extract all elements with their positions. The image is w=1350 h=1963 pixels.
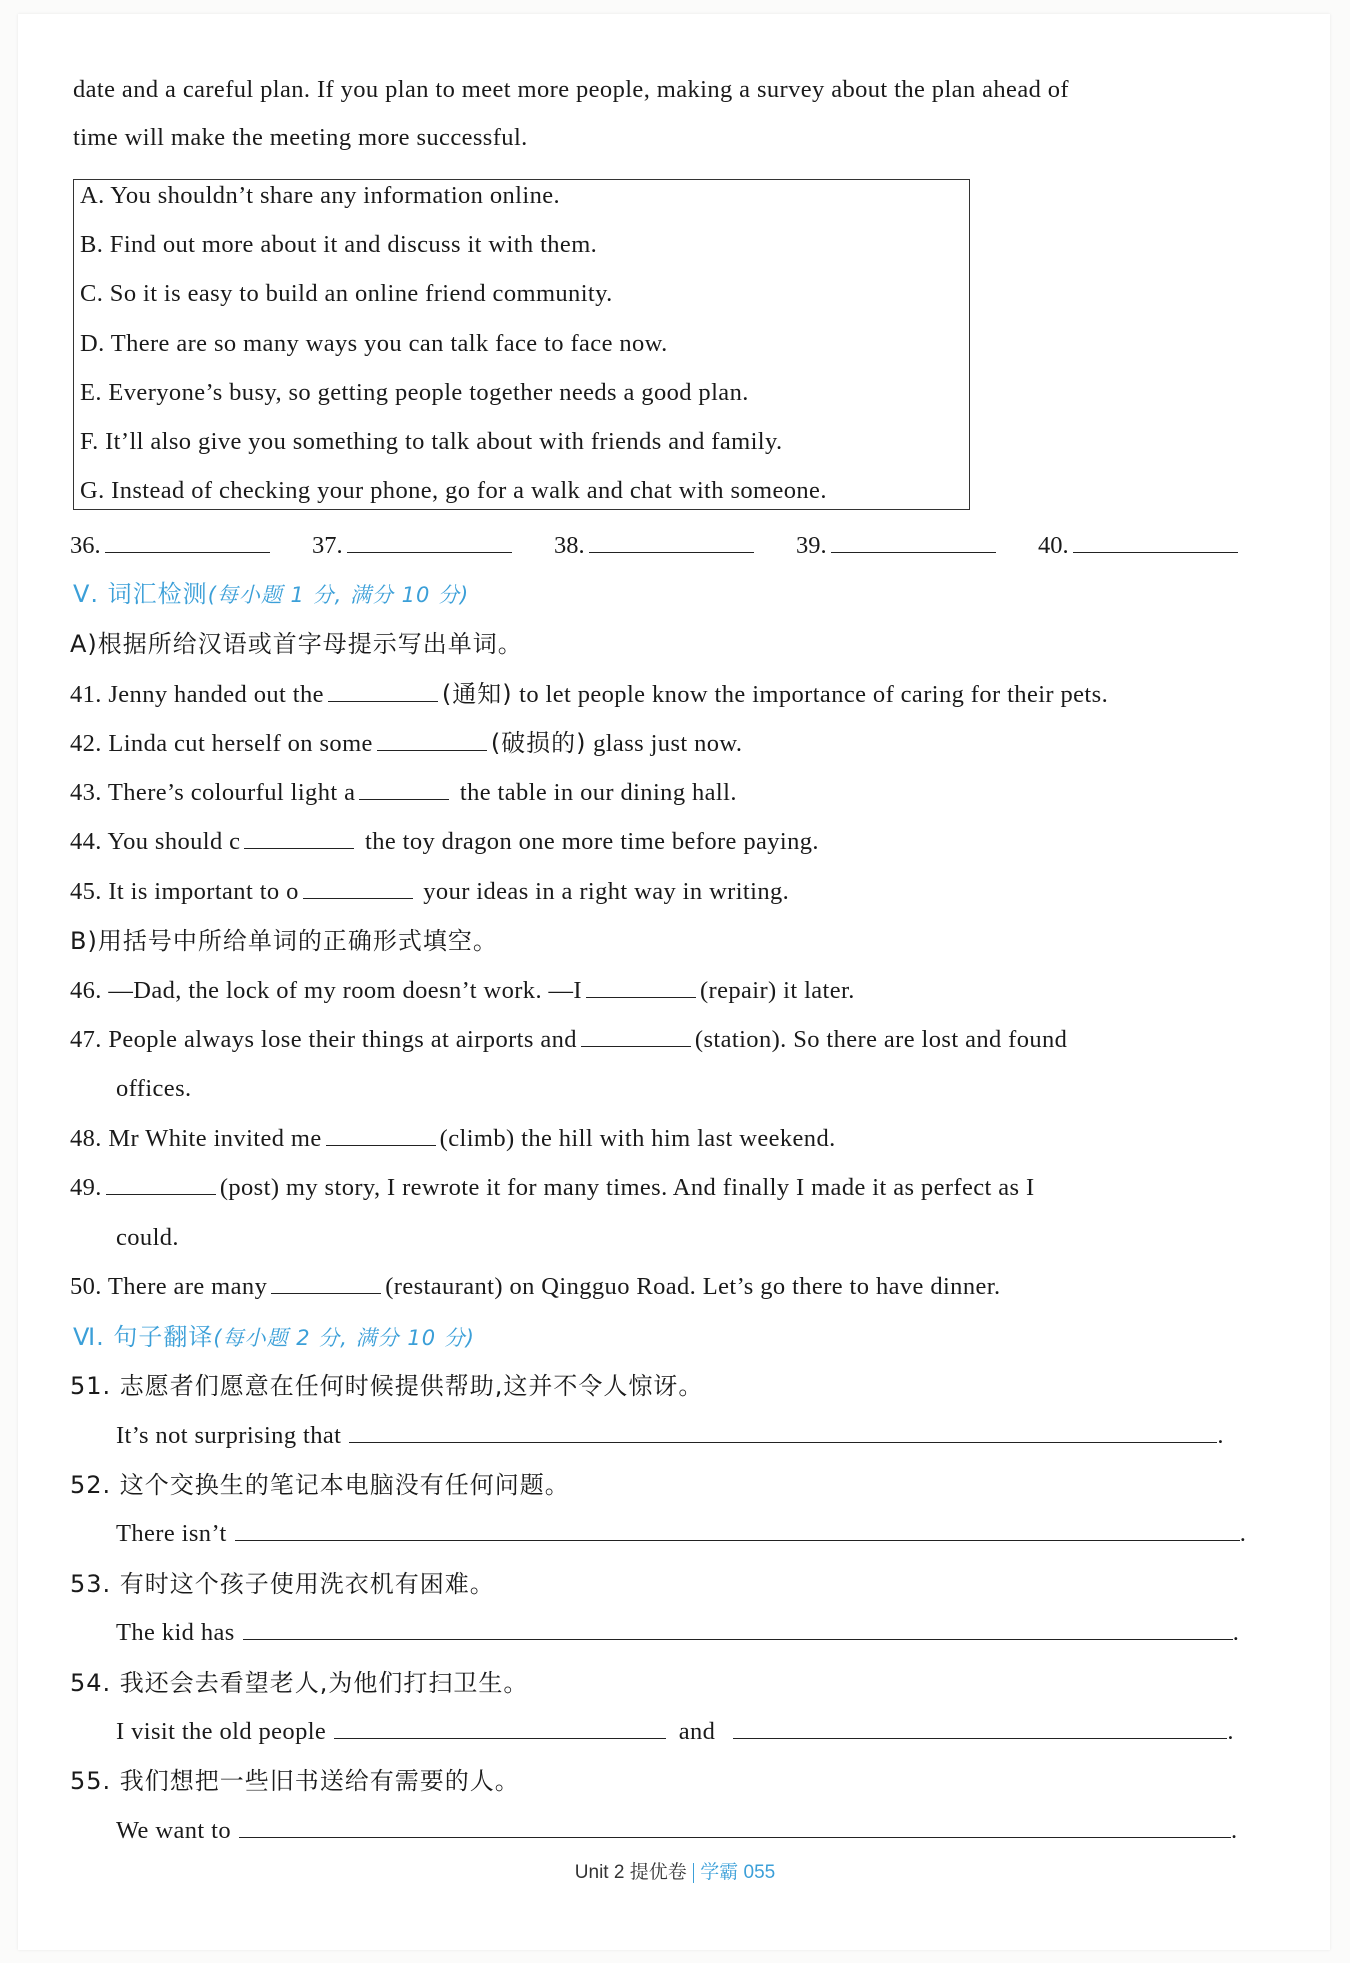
part-a-instruction: A)根据所给汉语或首字母提示写出单词。 [70,630,523,658]
answer-40[interactable]: 40. [1038,530,1242,562]
answer-39[interactable]: 39. [796,530,1000,562]
question-55-answer: We want to . [116,1817,1238,1844]
footer-unit: Unit 2 提优卷 [574,1862,687,1883]
blank-50[interactable] [271,1292,381,1294]
question-43: 43. There’s colourful light a the table in our dining hall. [70,779,737,806]
page-footer [0,1857,1350,1884]
answer-36[interactable]: 36. [70,530,274,562]
answer-line-52[interactable] [235,1539,1240,1541]
question-51-answer: It’s not surprising that . [116,1422,1224,1449]
blank-47[interactable] [581,1045,691,1047]
passage-line: time will make the meeting more successful. [73,124,528,151]
option-d: D. There are so many ways you can talk face to face now. [80,330,668,357]
answer-38[interactable]: 38. [554,530,758,562]
blank-43[interactable] [359,798,449,800]
answer-line-54b[interactable] [733,1737,1227,1739]
option-b: B. Find out more about it and discuss it with them. [80,231,598,258]
question-52-answer: There isn’t . [116,1520,1247,1547]
question-52-prompt: 52. 这个交换生的笔记本电脑没有任何问题。 [70,1471,570,1499]
question-54-answer: I visit the old people and . [116,1718,1234,1745]
question-47-continued: offices. [116,1075,192,1102]
footer-divider [693,1863,695,1883]
part-b-instruction: B)用括号中所给单词的正确形式填空。 [70,927,498,955]
answer-line-55[interactable] [239,1836,1231,1838]
blank-46[interactable] [586,996,696,998]
question-50: 50. There are many (restaurant) on Qingguo Road. Let’s go there to have dinner. [70,1273,1001,1300]
blank-44[interactable] [244,847,354,849]
section-6-heading: Ⅵ. 句子翻译(每小题 2 分, 满分 10 分) [73,1323,475,1351]
option-f: F. It’ll also give you something to talk about with friends and family. [80,428,783,455]
answer-line-53[interactable] [243,1638,1233,1640]
blank-45[interactable] [303,897,413,899]
question-44: 44. You should c the toy dragon one more time before paying. [70,828,819,855]
blank-48[interactable] [326,1144,436,1146]
question-47: 47. People always lose their things at airports and (station). So there are lost and found [70,1026,1068,1053]
passage-line: date and a careful plan. If you plan to meet more people, making a survey about the plan ahead of [73,76,1069,103]
option-c: C. So it is easy to build an online friend community. [80,280,613,307]
question-45: 45. It is important to o your ideas in a right way in writing. [70,878,790,905]
question-41: 41. Jenny handed out the (通知) to let people know the importance of caring for their pets. [70,680,1109,708]
question-49: 49. (post) my story, I rewrote it for many times. And finally I made it as perfect as I [70,1174,1035,1201]
blank-49[interactable] [106,1193,216,1195]
question-54-prompt: 54. 我还会去看望老人,为他们打扫卫生。 [70,1669,529,1697]
blank-41[interactable] [328,700,438,702]
question-55-prompt: 55. 我们想把一些旧书送给有需要的人。 [70,1767,520,1795]
question-49-continued: could. [116,1224,179,1251]
page-number: 055 [743,1862,776,1883]
question-51-prompt: 51. 志愿者们愿意在任何时候提供帮助,这并不令人惊讶。 [70,1372,704,1400]
question-48: 48. Mr White invited me (climb) the hill with him last weekend. [70,1125,836,1152]
option-a: A. You shouldn’t share any information online. [80,182,561,209]
question-53-answer: The kid has . [116,1619,1240,1646]
blank-42[interactable] [377,749,487,751]
option-e: E. Everyone’s busy, so getting people together needs a good plan. [80,379,749,406]
option-g: G. Instead of checking your phone, go for a walk and chat with someone. [80,477,827,504]
answer-37[interactable]: 37. [312,530,516,562]
question-46: 46. —Dad, the lock of my room doesn’t work. —I (repair) it later. [70,977,855,1004]
answer-line-51[interactable] [349,1441,1217,1443]
question-42: 42. Linda cut herself on some (破损的) glass just now. [70,729,743,757]
question-53-prompt: 53. 有时这个孩子使用洗衣机有困难。 [70,1570,495,1598]
answer-line-54a[interactable] [334,1737,666,1739]
answer-row [70,530,1270,566]
section-5-heading: Ⅴ. 词汇检测(每小题 1 分, 满分 10 分) [73,580,470,608]
options-box [73,179,970,510]
footer-brand: 学霸 [700,1862,739,1883]
